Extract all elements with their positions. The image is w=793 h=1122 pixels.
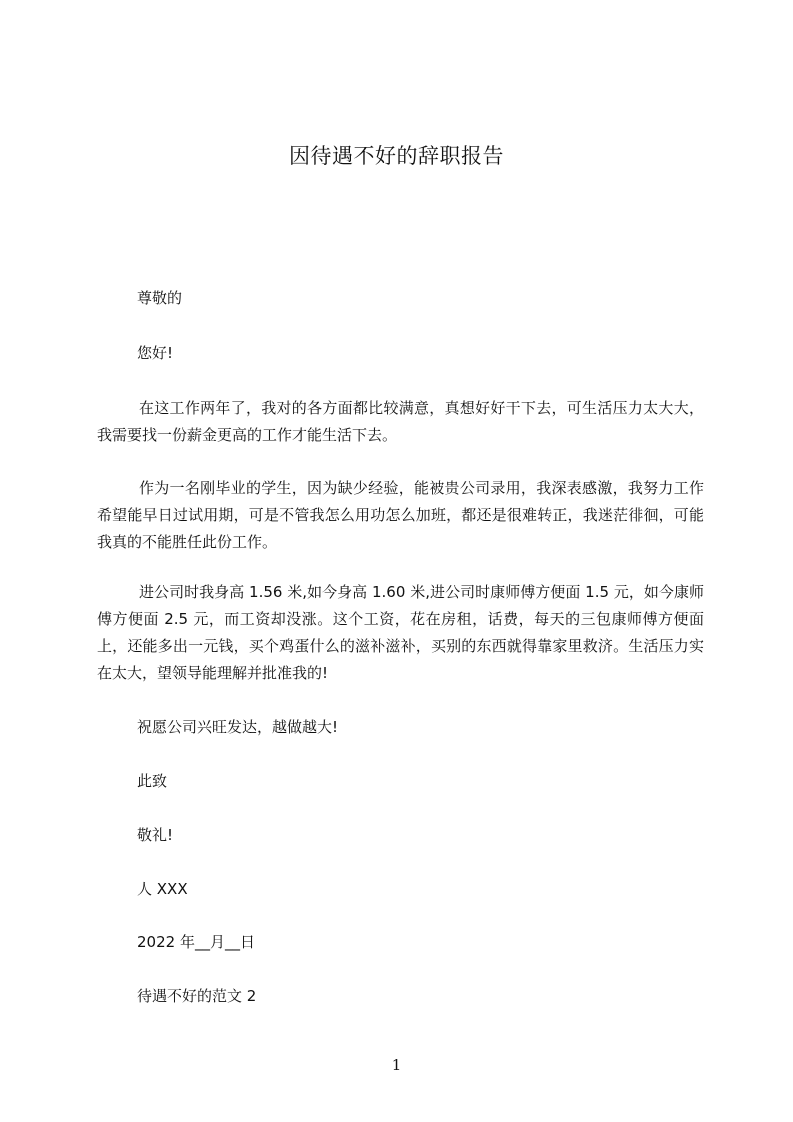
document-title: 因待遇不好的辞职报告 <box>289 144 504 168</box>
wishes-line: 祝愿公司兴旺发达，越做越大! <box>137 718 339 736</box>
greeting: 您好! <box>137 344 174 362</box>
closing-line-1: 此致 <box>137 772 168 790</box>
paragraph-3: 进公司时我身高 1.56 米,如今身高 1.60 米,进公司时康师傅方便面 1.5 元，如今康师傅方便面 2.5 元，而工资却没涨。这个工资，花在房租，话费，每天的三包康师傅方便面上，还能多出一元钱，买个鸡蛋什么的滋补滋补，买别的东西就得靠家里救济。生活压力实在太大，望领导能理解并批准我的! <box>97 583 704 682</box>
page-number: 1 <box>391 1056 402 1074</box>
salutation: 尊敬的 <box>137 289 183 307</box>
paragraph-2: 作为一名刚毕业的学生，因为缺少经验，能被贵公司录用，我深表感激，我努力工作希望能早日过试用期，可是不管我怎么用功怎么加班，都还是很难转正，我迷茫徘徊，可能我真的不能胜任此份工作。 <box>97 479 704 551</box>
paragraph-1: 在这工作两年了，我对的各方面都比较满意，真想好好干下去，可生活压力太大大，我需要找一份薪金更高的工作才能生活下去。 <box>97 399 704 444</box>
signature: 人 XXX <box>137 880 188 898</box>
date-line: 2022 年__月__日 <box>137 933 255 951</box>
closing-line-2: 敬礼! <box>137 826 174 844</box>
next-section-heading: 待遇不好的范文 2 <box>137 987 257 1005</box>
